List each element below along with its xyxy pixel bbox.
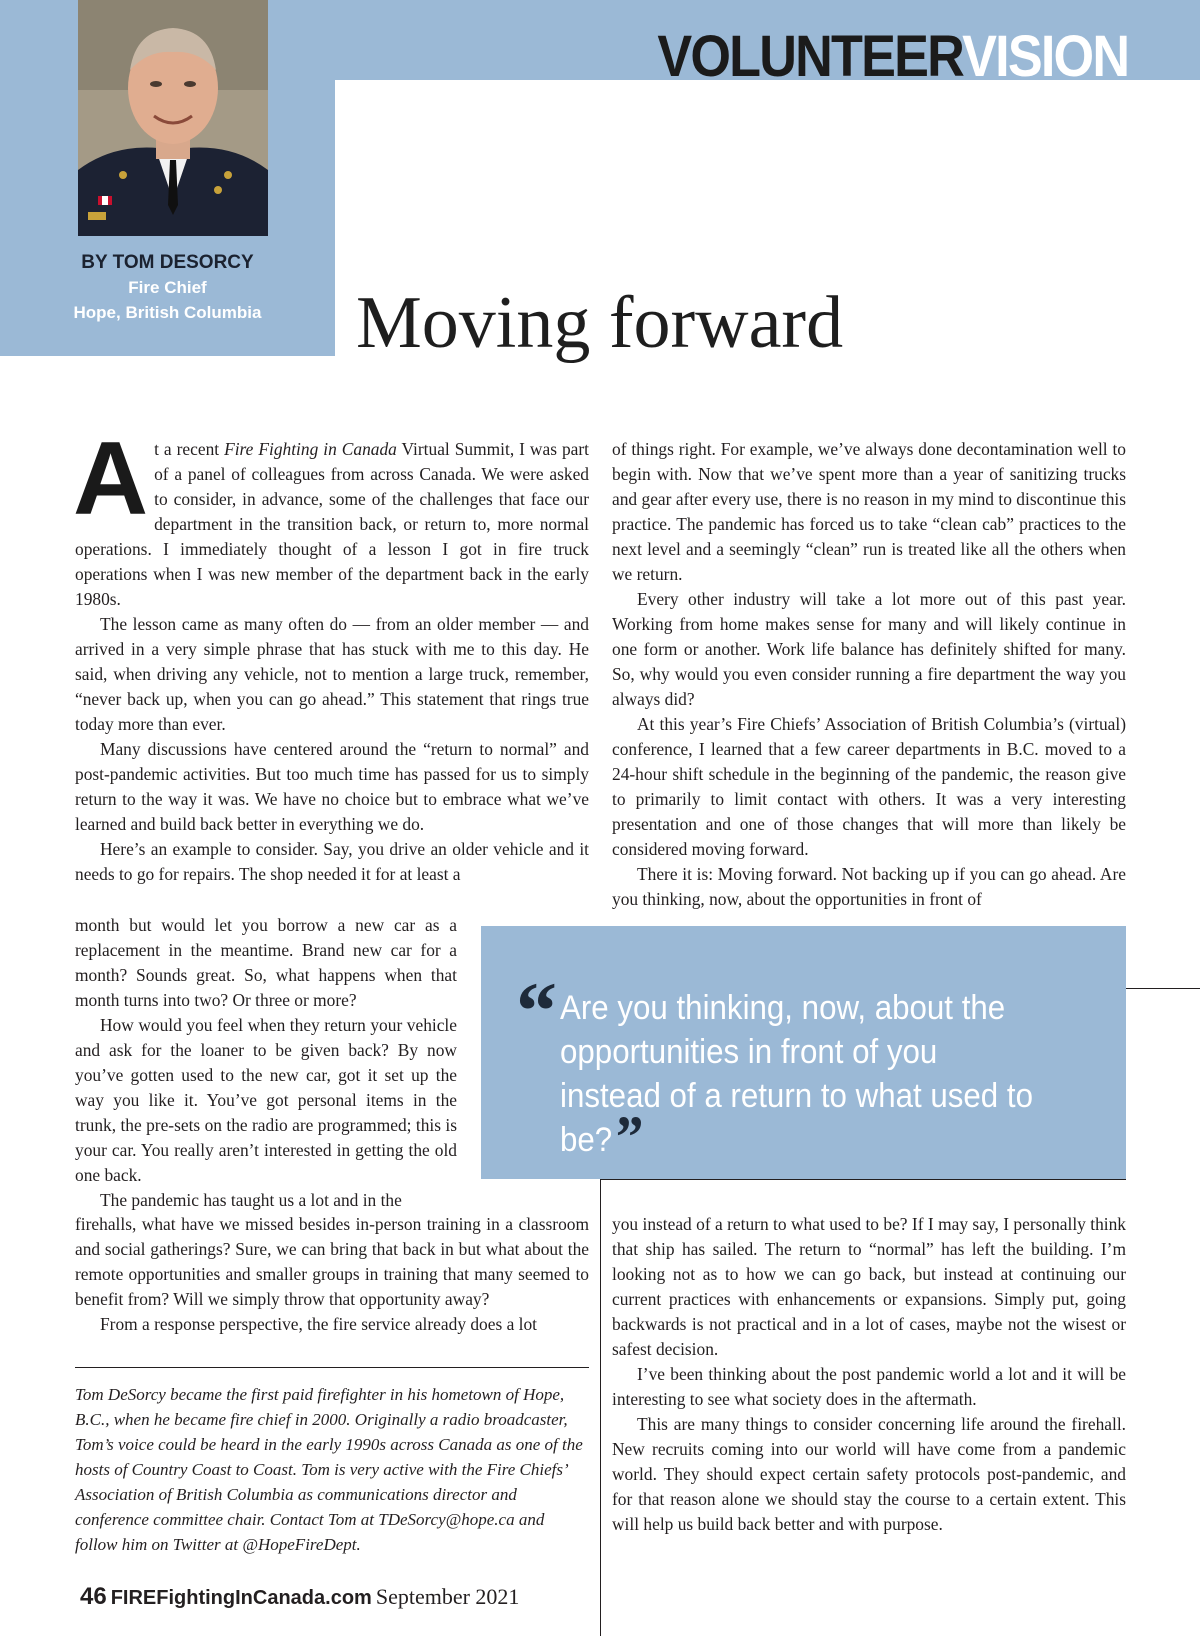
article-title: Moving forward	[356, 282, 844, 364]
paragraph: How would you feel when they return your vehicle and ask for the loaner to be given back? By now you’ve gotten used to the new car, got it set up the way you like it. You’ve got personal items in the trunk, the pre-sets on the radio are programmed; this is your car. You really aren’t interested in getting the old one back.	[75, 1015, 457, 1185]
magazine-site: FIREFightingInCanada.com	[110, 1587, 372, 1609]
pull-quote	[481, 926, 1126, 1179]
paragraph: The pandemic has taught us a lot and in the	[100, 1190, 402, 1210]
issue-date: September 2021	[375, 1584, 520, 1609]
author-bio: Tom DeSorcy became the first paid firefighter in his hometown of Hope, B.C., when he became fire chief in 2000. Originally a radio broadcaster, Tom’s voice could be heard in the early 1990s across Canada as one of the hosts of Country Coast to Coast. Tom is very active with the Fire Chiefs’ Association of British Columbia as communications director and conference committee chair. Contact Tom at TDeSorcy@hope.ca and follow him on Twitter at @HopeFireDept.	[75, 1385, 583, 1554]
close-quote-mark: ”	[615, 1104, 644, 1170]
author-name: BY TOM DESORCY	[81, 252, 254, 273]
paragraph: Every other industry will take a lot more out of this past year. Working from home makes sense for many and will likely continue in one form or another. Work life balance has definitely shifted for many. So, why would you even consider running a fire department the way you always did?	[612, 589, 1126, 709]
paragraph: From a response perspective, the fire service already does a lot	[100, 1314, 538, 1334]
paragraph: you instead of a return to what used to be? If I may say, I personally think that ship has sailed. The return to “normal” has left the building. I’m looking not as to how we can go back, but instead at continuing our current practices with enhancements or expansions. Simply put, going backwards is not practical and in a lot of cases, maybe not the wisest or safest decision.	[612, 1214, 1126, 1359]
divider	[600, 1179, 1126, 1180]
author-location: Hope, British Columbia	[73, 303, 262, 322]
column-right-top	[612, 437, 1126, 912]
column-left-narrow	[75, 913, 457, 1213]
page-number: 46	[80, 1583, 107, 1610]
paragraph: At this year’s Fire Chiefs’ Association of British Columbia’s (virtual) conference, I learned that a few career departments in B.C. moved to a 24-hour shift schedule in the beginning of the pandemic, the reason give to primarily to limit contact with others. It was a very interesting presentation and one of those changes that will more than likely be considered moving forward.	[612, 714, 1126, 859]
pull-quote-text: Are you thinking, now, about the opportunities in front of you instead of a return to what used to be?”	[560, 989, 1033, 1170]
author-role: Fire Chief	[128, 278, 207, 297]
paragraph: At a recent Fire Fighting in Canada Virtual Summit, I was part of a panel of colleagues from across Canada. We were asked to consider, in advance, some of the challenges that face our department in the transition back, or return to, more normal operations. I immediately thought of a lesson I got in fire truck operations when I was new member of the department back in the early 1980s.	[73, 421, 589, 609]
section-heading-dark: VOLUNTEER	[657, 24, 962, 89]
author-photo	[78, 0, 268, 236]
section-heading	[657, 26, 1128, 88]
divider	[1126, 988, 1200, 989]
drop-cap: A	[73, 421, 149, 537]
open-quote-mark: “	[516, 965, 557, 1056]
paragraph: firehalls, what have we missed besides in-person training in a classroom and social gatherings? Sure, we can bring that back in but what about the remote opportunities and smaller groups in training that many seemed to benefit from? Will we simply throw that opportunity away?	[75, 1214, 589, 1309]
paragraph: Many discussions have centered around the “return to normal” and post-pandemic activities. But too much time has passed for us to simply return to the way it was. We have no choice but to embrace what we’ve learned and build back better in everything we do.	[75, 739, 589, 834]
page-footer	[80, 1580, 519, 1617]
section-heading-light: VISION	[961, 24, 1128, 89]
paragraph: of things right. For example, we’ve always done decontamination well to begin with. Now that we’ve spent more than a year of sanitizing trucks and gear after every use, there is no reason in my mind to discontinue this practice. The pandemic has forced us to take “clean cab” practices to the next level and a seemingly “clean” run is treated like all the others when we return.	[612, 439, 1126, 584]
byline	[0, 250, 335, 325]
paragraph: This are many things to consider concerning life around the firehall. New recruits coming into our world will have come from a pandemic world. They should expect certain safety protocols post-pandemic, and for that reason alone we should stay the course to a certain extent. This will help us build back better and with purpose.	[612, 1414, 1126, 1534]
paragraph: I’ve been thinking about the post pandemic world a lot and it will be interesting to see what society does in the aftermath.	[612, 1364, 1126, 1409]
column-right-bottom	[612, 1212, 1126, 1537]
column-left-bottom	[75, 1212, 589, 1337]
column-divider	[600, 1179, 601, 1636]
paragraph: There it is: Moving forward. Not backing up if you can go ahead. Are you thinking, now, about the opportunities in front of	[612, 864, 1126, 909]
bio-divider	[75, 1367, 589, 1368]
paragraph: Here’s an example to consider. Say, you drive an older vehicle and it needs to go for repairs. The shop needed it for at least a	[75, 839, 589, 884]
paragraph: The lesson came as many often do — from an older member — and arrived in a very simple phrase that has stuck with me to this day. He said, when driving any vehicle, not to mention a large truck, remember, “never back up, when you can go ahead.” This statement that rings true today more than ever.	[75, 614, 589, 734]
paragraph: month but would let you borrow a new car as a replacement in the meantime. Brand new car for a month? Sounds great. So, what happens when that month turns into two? Or three or more?	[75, 915, 457, 1010]
column-left-top	[73, 421, 589, 887]
